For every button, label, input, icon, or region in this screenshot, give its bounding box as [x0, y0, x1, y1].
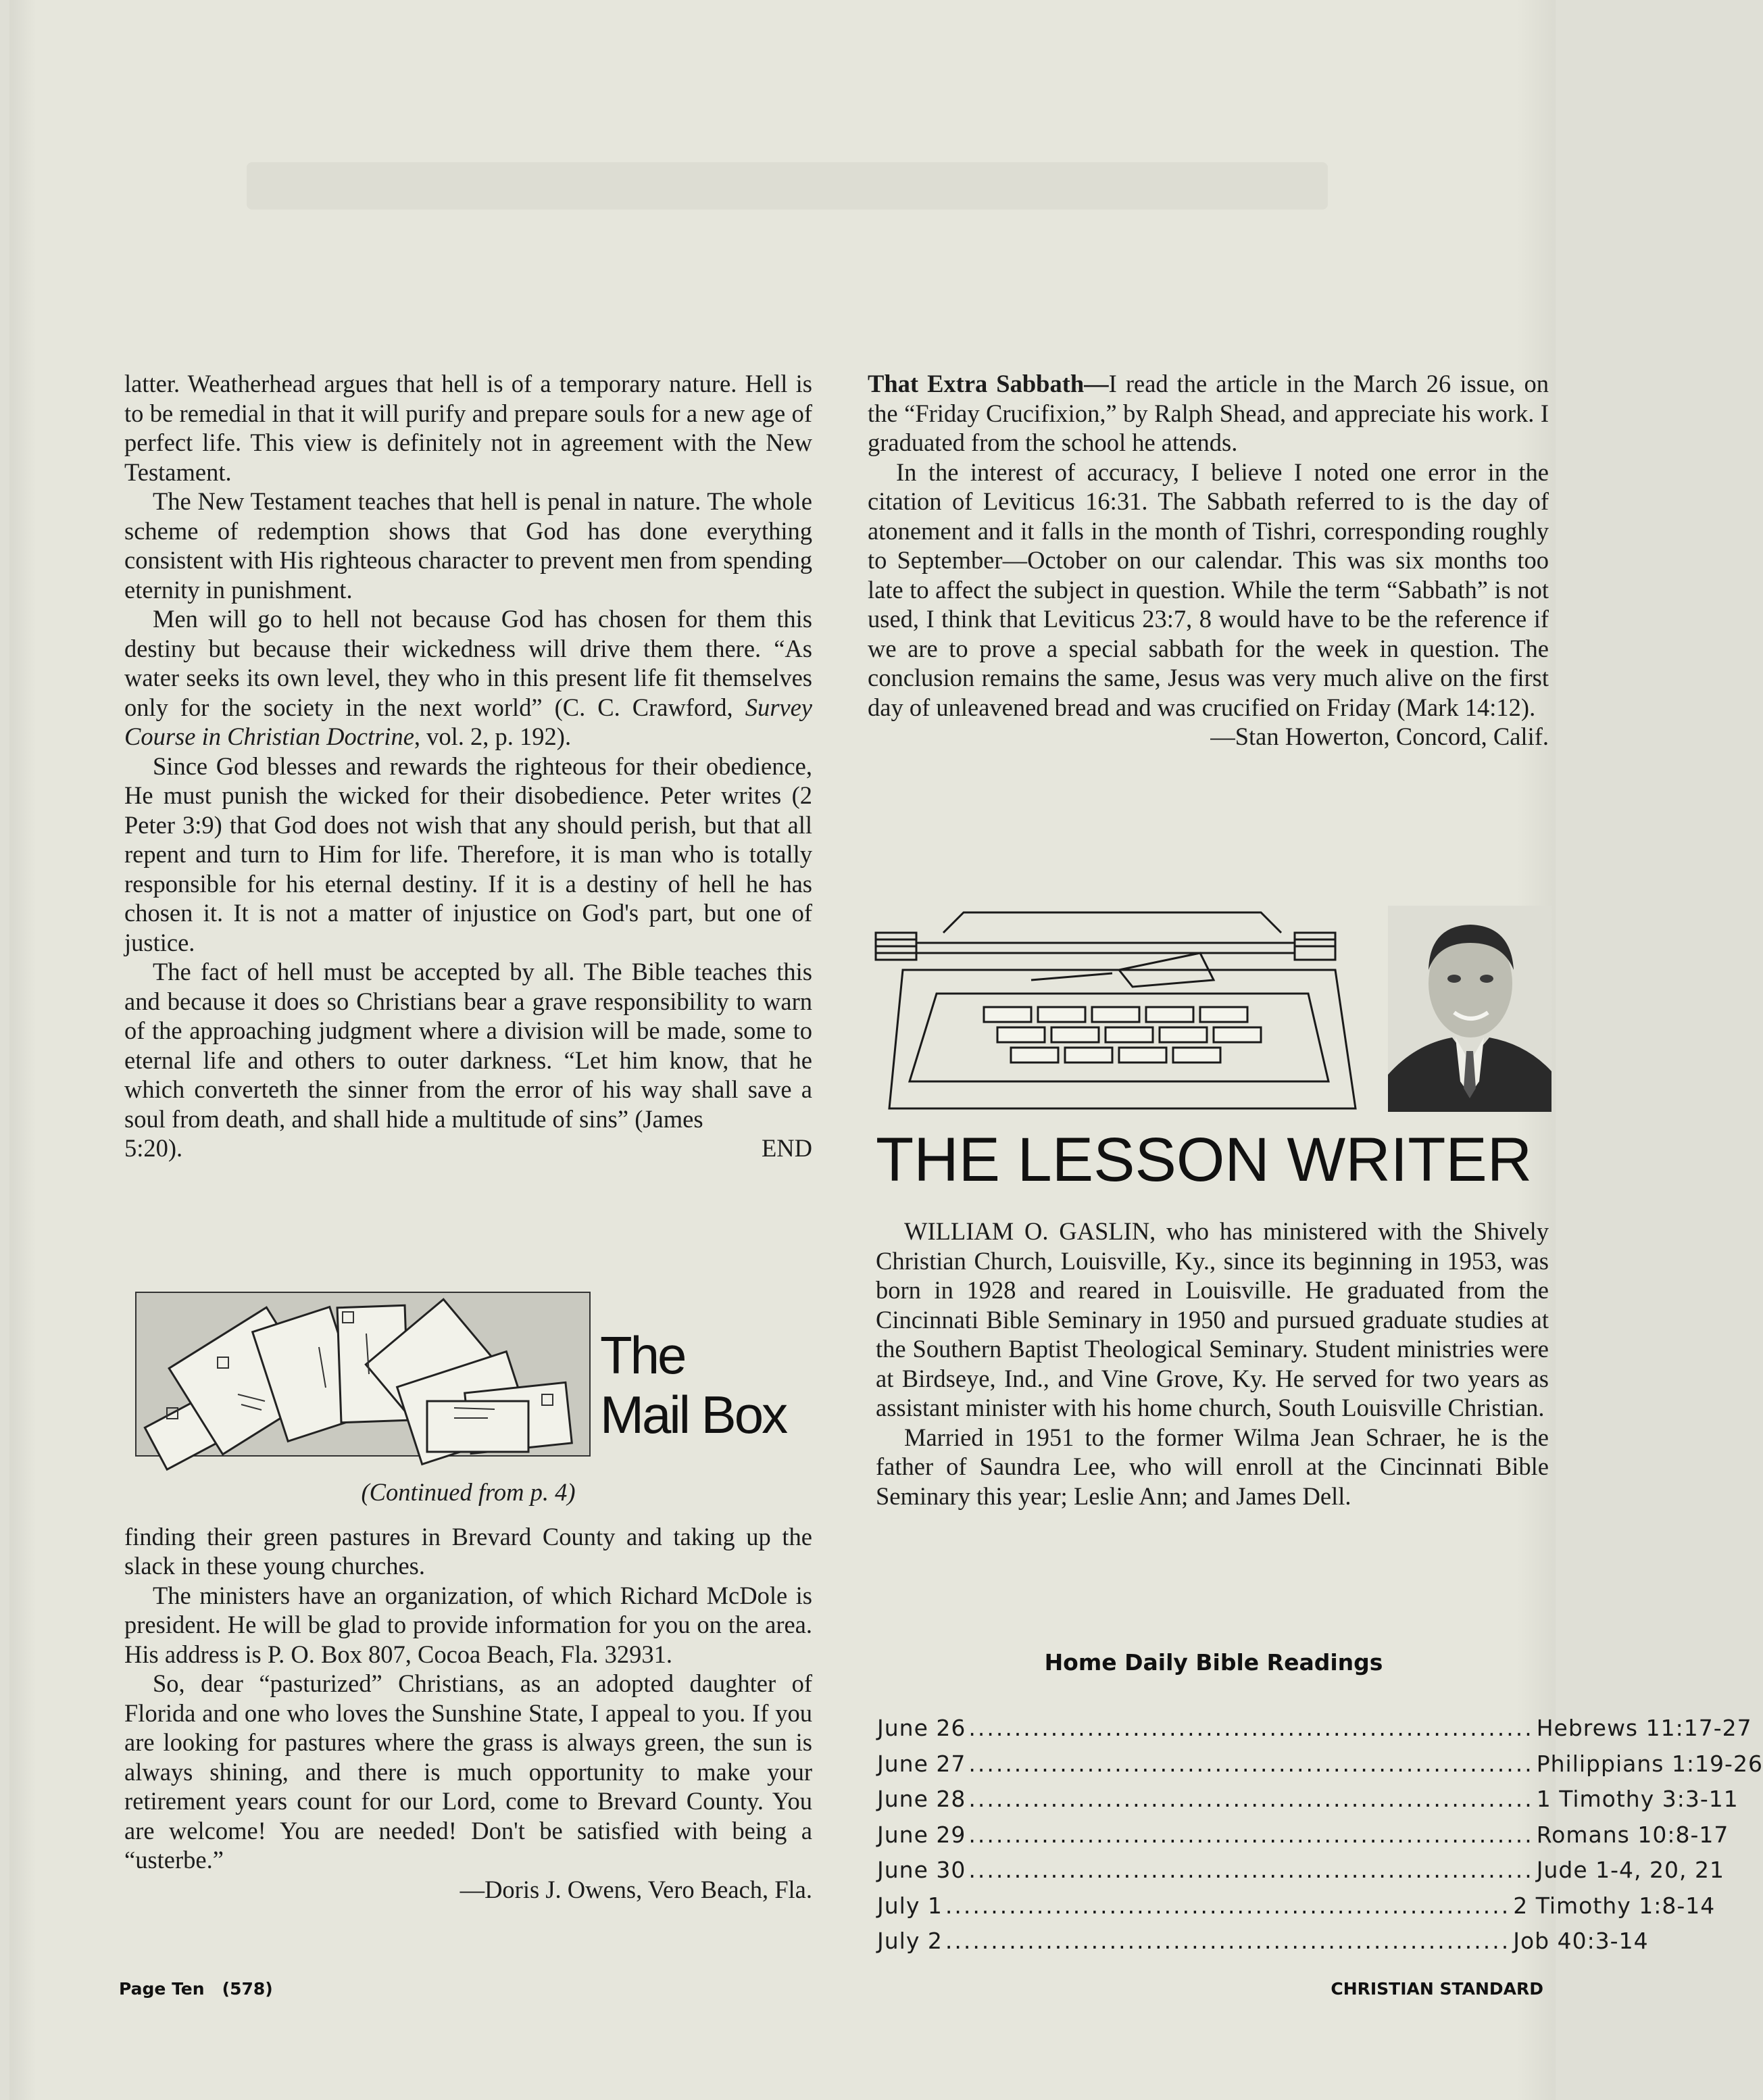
continued-note: (Continued from p. 4) [361, 1478, 576, 1506]
article-paragraph [124, 604, 812, 752]
text-run: Men will go to hell not because God has chosen for them this destiny but because their wickedness will drive them there. “As water seeks its own level, they who in this present life fit themselves only for the society in the next world” (C. C. Crawford, [124, 605, 812, 721]
mailbox-title [600, 1325, 786, 1444]
leader-dots: .............................................................. [945, 1928, 1511, 1954]
mailbox-header [135, 1292, 824, 1454]
reading-reference: 1 Timothy 3:3-11 [1536, 1786, 1739, 1812]
reading-reference: Job 40:3-14 [1513, 1928, 1649, 1954]
leader-dots: .............................................................. [968, 1857, 1534, 1883]
author-photo [1388, 906, 1551, 1112]
reading-date: June 28 [877, 1786, 966, 1812]
reading-row [877, 1817, 1729, 1853]
reading-reference: 2 Timothy 1:8-14 [1513, 1892, 1716, 1919]
typewriter-icon [862, 906, 1376, 1121]
bible-readings [877, 1649, 1763, 1959]
leader-dots: .............................................................. [968, 1786, 1534, 1812]
letter-paragraph: So, dear “pasturized” Christians, as an adopted daughter of Florida and one who loves the Sunshine State, I appeal to you. If you are looking for pastures where the grass is always green, the sun is always shining, and there is much opportunity to make your retirement years count for our Lord, come to Brevard County. You are welcome! You are needed! Don't be satisfied with being a “usterbe.” [124, 1669, 812, 1874]
reading-row [877, 1782, 1739, 1817]
text-run: I read the article in the March 26 issue, on the “Friday Crucifixion,” by Ralph Shead, and appreciate his work. I graduated from the school he attends. [868, 370, 1549, 456]
letter-heading: That Extra Sabbath— [868, 370, 1109, 397]
reading-reference: Romans 10:8-17 [1536, 1821, 1729, 1848]
reading-date: July 2 [877, 1928, 943, 1954]
right-letter [868, 369, 1549, 752]
bio-paragraph: Married in 1951 to the former Wilma Jean Schraer, he is the father of Saundra Lee, who will enroll at the Cincinnati Bible Seminary this year; Leslie Ann; and James Dell. [876, 1423, 1549, 1510]
reading-row [877, 1853, 1724, 1888]
envelopes-icon [136, 1293, 589, 1455]
reading-row [877, 1888, 1716, 1924]
citation-end: 5:20). [124, 1134, 183, 1162]
footer-publication: CHRISTIAN STANDARD [1331, 1979, 1543, 1999]
mailbox-title-line2: Mail Box [600, 1385, 787, 1444]
reading-date: June 30 [877, 1857, 966, 1883]
reading-date: June 29 [877, 1821, 966, 1848]
reading-reference: Jude 1-4, 20, 21 [1536, 1857, 1724, 1883]
end-mark: END [761, 1134, 812, 1162]
leader-dots: .............................................................. [945, 1892, 1511, 1919]
reading-date: June 26 [877, 1715, 966, 1741]
article-paragraph: The fact of hell must be accepted by all. The Bible teaches this and because it does so Christians bear a grave responsibility to warn of the approaching judgment where a division will be made, some to eternal life and others to outer darkness. “Let him know, that he which converteth the sinner from the error of his way shall save a soul from death, and shall hide a multitude of sins” (James [124, 958, 812, 1133]
leader-dots: .............................................................. [968, 1750, 1534, 1777]
reading-reference: Philippians 1:19-26 [1536, 1750, 1763, 1777]
lesson-writer-bio [876, 1217, 1549, 1511]
mailbox-letter [124, 1478, 812, 1904]
letter-paragraph: finding their green pastures in Brevard County and taking up the slack in these young churches. [124, 1522, 812, 1580]
letter-paragraph: In the interest of accuracy, I believe I noted one error in the citation of Leviticus 16:31. The Sabbath referred to is the day of atonement and it falls in the month of Tishri, corresponding roughly to September—October on our calendar. This was six months too late to affect the subject in question. While the term “Sabbath” is not used, I think that Leviticus 23:7, 8 would have to be the reference if we are to prove a special sabbath for the week in question. The conclusion remains the same, Jesus was very much alive on the first day of unleavened bread and was crucified on Friday (Mark 14:12). [868, 458, 1549, 721]
article-paragraph: The New Testament teaches that hell is penal in nature. The whole scheme of redemption shows that God has done everything consistent with His righteous character to prevent men from spending eternity in punishment. [124, 487, 812, 604]
magazine-page [9, 0, 1763, 2100]
reading-row [877, 1711, 1752, 1747]
show-through-shadow [9, 162, 1565, 243]
book-title: Survey Course in Christian Doctrine [124, 693, 812, 750]
letter-signature: —Stan Howerton, Concord, Calif. [1210, 723, 1549, 750]
envelopes-illustration [135, 1292, 591, 1457]
letter-paragraph: The ministers have an organization, of which Richard McDole is president. He will be glad to provide information for you on the area. His address is P. O. Box 807, Cocoa Beach, Fla. 32931. [124, 1581, 812, 1668]
left-column [124, 369, 812, 1163]
reading-row [877, 1747, 1763, 1782]
reading-date: July 1 [877, 1892, 943, 1919]
letter-paragraph [868, 369, 1549, 458]
article-paragraph: Since God blesses and rewards the righteous for their obedience, He must punish the wicked for their disobedience. Peter writes (2 Peter 3:9) that God does not wish that any should perish, but that all repent and turn to Him for life. Therefore, it is man who is totally responsible for his eternal destiny. If it is a destiny of hell he has chosen it. It is not a matter of injustice on God's part, but one of justice. [124, 752, 812, 956]
leader-dots: .............................................................. [968, 1715, 1534, 1741]
reading-row [877, 1924, 1649, 1959]
text-run: , vol. 2, p. 192). [414, 723, 572, 750]
portrait-icon [1388, 906, 1551, 1112]
letter-signature: —Doris J. Owens, Vero Beach, Fla. [460, 1875, 812, 1903]
reading-date: June 27 [877, 1750, 966, 1777]
article-paragraph: latter. Weatherhead argues that hell is of a temporary nature. Hell is to be remedial in that it will purify and prepare souls for a new age of perfect life. This view is definitely not in agreement with the New Testament. [124, 370, 812, 486]
mailbox-title-line1: The [600, 1325, 685, 1385]
reading-reference: Hebrews 11:17-27 [1536, 1715, 1752, 1741]
footer-page-number: Page Ten (578) [119, 1979, 273, 1999]
leader-dots: .............................................................. [968, 1821, 1534, 1848]
bio-paragraph: WILLIAM O. GASLIN, who has ministered with the Shively Christian Church, Louisville, Ky., since its beginning in 1953, was born in 1928 and reared in Louisville. He graduated from the Cincinnati Bible Seminary in 1950 and pursued graduate studies at the Southern Baptist Theological Seminary. Student ministries were at Birdseye, Ind., and Vine Grove, Ky. He served for two years as assistant minister with his home church, South Louisville Christian. [876, 1217, 1549, 1421]
readings-title: Home Daily Bible Readings [1044, 1649, 1383, 1676]
article-end-line [124, 1133, 812, 1163]
lesson-writer-title: THE LESSON WRITER [876, 1125, 1533, 1194]
